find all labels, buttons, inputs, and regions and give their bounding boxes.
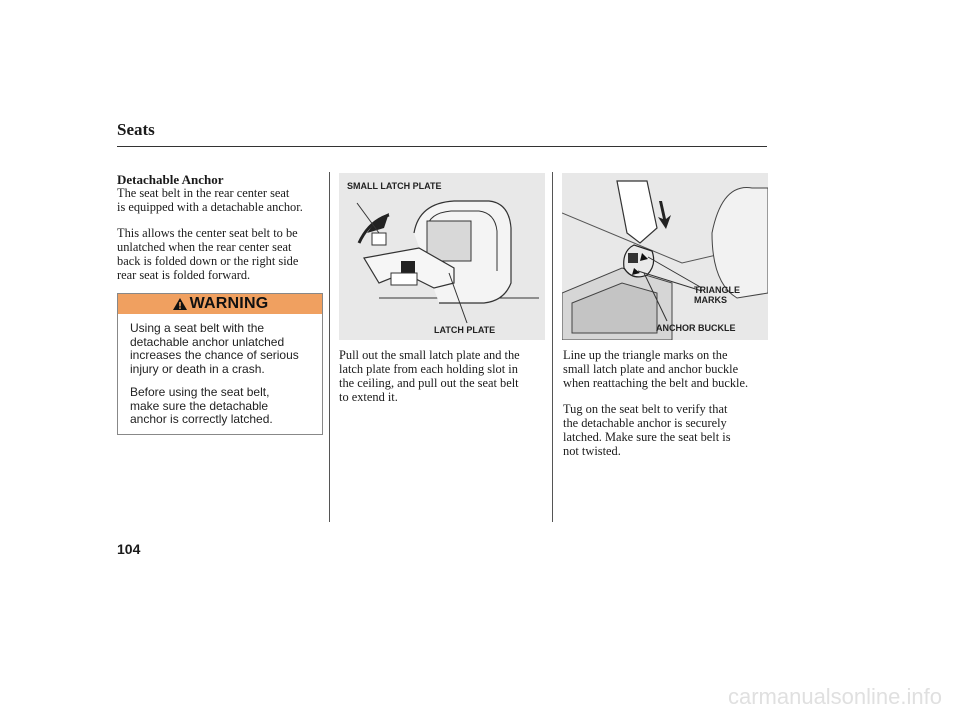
anchor-buckle-figure	[562, 173, 768, 340]
warning-title: WARNING	[189, 295, 269, 312]
unlatch-paragraph: This allows the center seat belt to be unlatched when the rear center seat back is folded down or the right side rear seat is folded forward.	[117, 226, 299, 282]
latch-plate-label: LATCH PLATE	[434, 325, 496, 335]
warning-text-risk: Using a seat belt with the detachable anchor unlatched increases the chance of serious injury or death in a crash.	[130, 321, 299, 376]
tug-paragraph: Tug on the seat belt to verify that the detachable anchor is securely latched. Make sure the seat belt is not twisted.	[563, 402, 731, 458]
warning-text-check: Before using the seat belt, make sure the detachable anchor is correctly latched.	[130, 385, 273, 426]
warning-header	[118, 294, 322, 314]
triangle-marks-label: TRIANGLE MARKS	[694, 285, 740, 305]
column-divider-right	[552, 172, 553, 522]
small-latch-plate-label: SMALL LATCH PLATE	[347, 181, 442, 191]
pull-out-paragraph: Pull out the small latch plate and the latch plate from each holding slot in the ceiling, and pull out the seat belt to extend it.	[339, 348, 520, 404]
latch-plate-figure	[339, 173, 545, 340]
section-heading: Detachable Anchor	[117, 172, 224, 187]
intro-paragraph: The seat belt in the rear center seat is equipped with a detachable anchor.	[117, 186, 303, 214]
warning-box	[117, 293, 323, 435]
line-up-paragraph: Line up the triangle marks on the small latch plate and anchor buckle when reattaching the belt and buckle.	[563, 348, 749, 390]
page-title: Seats	[117, 120, 155, 139]
warning-triangle-icon	[172, 297, 188, 311]
header-rule	[117, 146, 767, 147]
column-divider-left	[329, 172, 330, 522]
page-number: 104	[117, 541, 141, 557]
anchor-buckle-label: ANCHOR BUCKLE	[656, 323, 736, 333]
latch-plate-illustration	[339, 173, 545, 340]
anchor-buckle-illustration	[562, 173, 768, 340]
watermark: carmanualsonline.info	[727, 684, 942, 709]
